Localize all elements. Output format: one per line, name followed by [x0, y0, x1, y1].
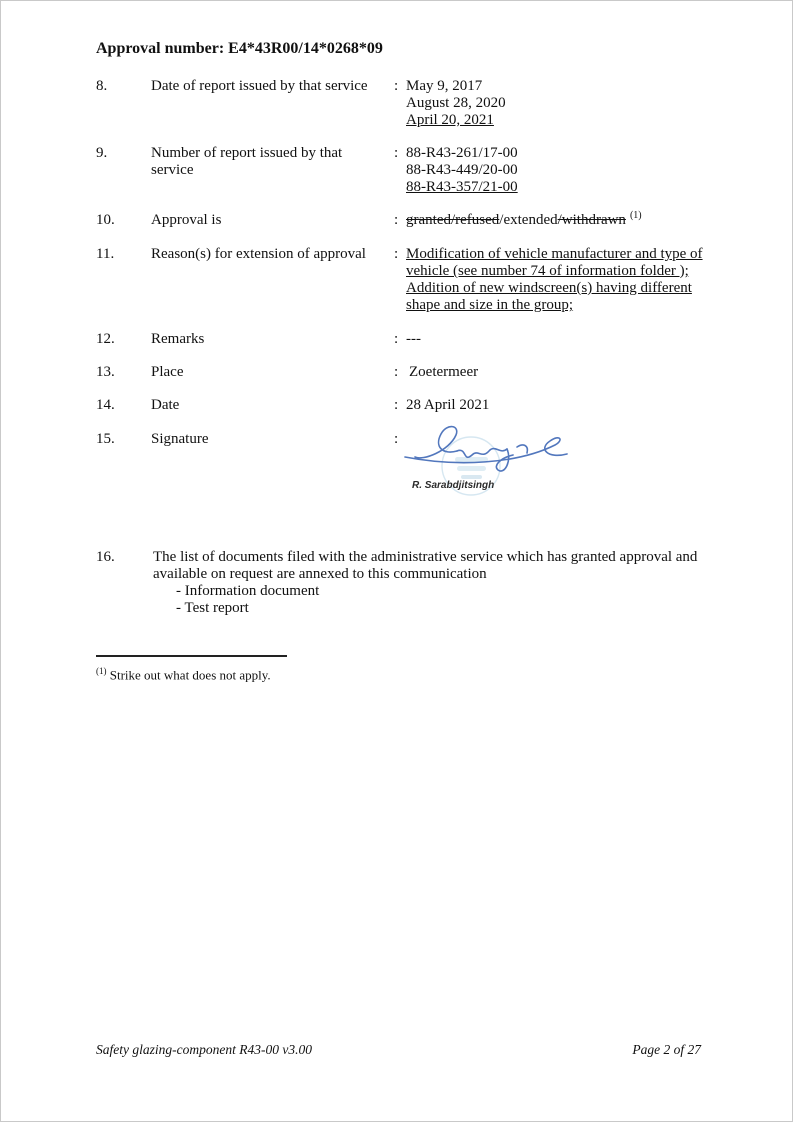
item-number: 9. — [96, 145, 108, 161]
item-text-block — [153, 549, 697, 617]
value-line: 88-R43-449/20-00 — [406, 162, 518, 178]
item-value: Zoetermeer — [409, 364, 479, 380]
item-number: 8. — [96, 78, 108, 94]
item-label: Place — [151, 364, 184, 380]
text-line: The list of documents filed with the administrative service which has granted approval and — [153, 549, 698, 565]
footnote-marker: (1) — [96, 666, 107, 676]
item-value: --- — [406, 331, 421, 347]
value-line: Modification of vehicle manufacturer and type of — [406, 246, 703, 262]
value-line: shape and size in the group; — [406, 297, 574, 313]
item-number: 13. — [96, 364, 115, 380]
item-value — [406, 78, 506, 129]
item-colon: : — [394, 431, 399, 447]
approval-number-heading: Approval number: E4*43R00/14*0268*09 — [96, 40, 383, 57]
struck-option: granted/refused — [406, 212, 500, 228]
label-line: Number of report issued by that — [151, 145, 343, 161]
item-label: Signature — [151, 431, 209, 447]
value-line: May 9, 2017 — [406, 78, 483, 94]
item-value — [406, 145, 518, 196]
item-label: Date — [151, 397, 180, 413]
kept-option: /extended — [499, 212, 558, 228]
footnote-text — [96, 663, 271, 683]
value-line: 88-R43-261/17-00 — [406, 145, 518, 161]
item-label — [151, 145, 342, 179]
item-number: 10. — [96, 212, 115, 228]
item-number: 16. — [96, 549, 115, 565]
item-label: Reason(s) for extension of approval — [151, 246, 366, 262]
value-line: April 20, 2021 — [406, 112, 494, 128]
text-line: available on request are annexed to this communication — [153, 566, 487, 582]
item-value — [406, 246, 703, 314]
item-number: 14. — [96, 397, 115, 413]
item-value: 28 April 2021 — [406, 397, 490, 413]
footer-document-version: Safety glazing-component R43-00 v3.00 — [96, 1042, 312, 1057]
label-line: service — [151, 162, 194, 178]
value-line: vehicle (see number 74 of information folder ); — [406, 263, 689, 279]
value-line: Addition of new windscreen(s) having different — [406, 280, 692, 296]
item-label: Remarks — [151, 331, 205, 347]
item-colon: : — [394, 364, 399, 380]
item-value — [406, 212, 642, 229]
footnote-reference: (1) — [629, 210, 642, 221]
signatory-name: R. Sarabdjitsingh — [412, 480, 495, 491]
annexed-documents-list — [153, 583, 697, 617]
struck-option: /withdrawn — [557, 212, 626, 228]
value-line: 88-R43-357/21-00 — [406, 179, 518, 195]
footnote-body: Strike out what does not apply. — [106, 667, 271, 683]
item-label: Date of report issued by that service — [151, 78, 368, 94]
item-label: Approval is — [151, 212, 222, 228]
item-colon: : — [394, 246, 399, 262]
footer-page-number: Page 2 of 27 — [632, 1042, 701, 1057]
item-number: 15. — [96, 431, 115, 447]
item-colon: : — [394, 212, 399, 228]
item-number: 11. — [96, 246, 115, 262]
item-number: 12. — [96, 331, 115, 347]
item-colon: : — [394, 145, 399, 161]
footnote-rule — [96, 655, 287, 657]
list-item: - Information document — [176, 583, 320, 599]
value-line: August 28, 2020 — [406, 95, 506, 111]
item-colon: : — [394, 78, 399, 94]
item-colon: : — [394, 331, 399, 347]
list-item: - Test report — [176, 600, 249, 616]
signature-stroke — [405, 427, 567, 471]
item-colon: : — [394, 397, 399, 413]
